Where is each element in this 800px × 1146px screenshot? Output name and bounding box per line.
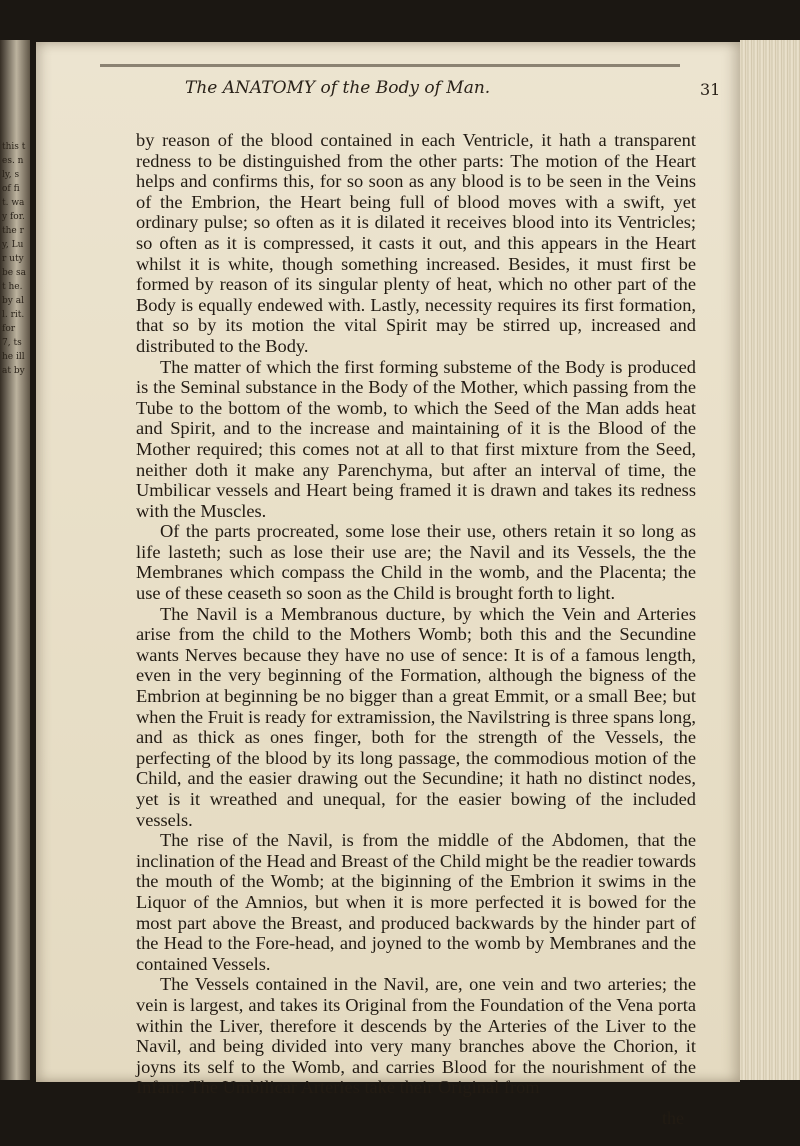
paragraph: The rise of the Navil, is from the middle of the Abdomen, that the inclination of the Head and Breast of the Child might be the readier towards the mouth of the Womb; at the biginning of the Embrion it swims in the Liquor of the Amnios, but when it is more perfected it is bowed for the most part above the Breast, and produced backwards by the hinder part of the Head to the Fore-head, and joyned to the womb by Membranes and the contained Vessels. <box>136 830 696 974</box>
body-text <box>136 130 696 1098</box>
top-rule <box>100 64 680 67</box>
facing-page-edge <box>0 40 30 1080</box>
paragraph: Of the parts procreated, some lose their use, others retain it so long as life lasteth; such as lose their use are; the Navil and its Vessels, the the Membranes which compass the Child in the womb, and the Placenta; the use of these ceaseth so soon as the Child is brought forth to light. <box>136 521 696 604</box>
paragraph: The Navil is a Membranous ducture, by which the Vein and Arteries arise from the child to the Mothers Womb; both this and the Secundine wants Nerves because they have no use of sence: It is of a famous length, even in the very beginning of the Formation, although the bigness of the Embrion at beginning be no bigger than a great Emmit, or a small Bee; but when the Fruit is ready for extramission, the Navilstring is three spans long, and as thick as ones finger, both for the strength of the Vessels, the perfecting of the blood by its long passage, the commodious motion of the Child, and the easier drawing out the Secundine; it hath no distinct nodes, yet is it wreathed and unequal, for the easier bowing of the included vessels. <box>136 603 696 830</box>
paragraph: The matter of which the first forming substeme of the Body is produced is the Seminal substance in the Body of the Mother, which passing from the Tube to the bottom of the womb, to which the Seed of the Man adds heat and Spirit, and to the increase and maintaining of it is the Blood of the Mother required; this comes not at all to that first mixture from the Seed, neither doth it make any Parenchyma, but after an interval of time, the Umbilicar vessels and Heart being framed it is drawn and takes its redness with the Muscles. <box>136 356 696 521</box>
page-stack-edge <box>740 40 800 1080</box>
catchword: the <box>662 1108 684 1128</box>
paragraph-continued: by reason of the blood contained in each Ventricle, it hath a transparent redness to be distinguished from the other parts: The motion of the Heart helps and confirms this, for so soon as any blood is to be seen in the Veins of the Embrion, the Heart being full of blood moves with a swift, yet ordinary pulse; so often as it is dilated it receives blood into its Ventricles; so often as it is compressed, it casts it out, and this appears in the Heart whilst it is white, though something increased. Besides, it must first be formed by reason of its singular plenty of heat, which no other part of the Body is equally endewed with. Lastly, necessity requires its first formation, that so by its motion the vital Spirit may be stirred up, increased and distributed to the Body. <box>136 130 696 356</box>
page-number: 31 <box>700 80 721 99</box>
facing-page-fragments: this tes. nly, s of fit. way for. the ry, Lur uty be sat he. by all. rit. for 7, ts he ill at by <box>2 142 26 376</box>
paragraph: The Vessels contained in the Navil, are, one vein and two arteries; the vein is largest, and takes its Original from the Foundation of the Vena porta within the Liver, therefore it descends by the Arteries of the Liver to the Navil, and being divided into very many branches above the Chorion, it joyns its self to the Womb, and carries Blood for the nourishment of the Infant: The Umbilicar Arteries take their Original from <box>136 974 696 1098</box>
running-head: The ANATOMY of the Body of Man. <box>185 78 491 98</box>
